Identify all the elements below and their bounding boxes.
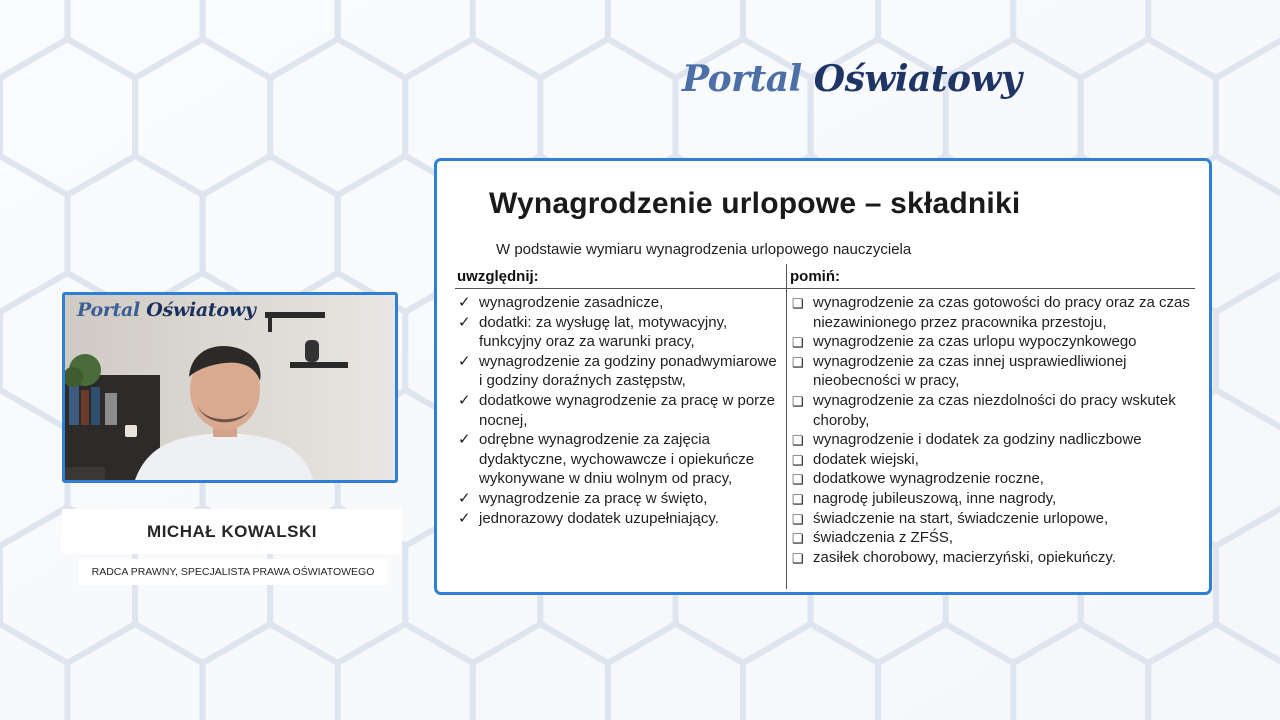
checkbox-icon: ❑ [792, 511, 804, 527]
checkbox-icon: ❑ [792, 393, 804, 409]
video-logo [77, 299, 256, 321]
exclude-item [792, 528, 1196, 548]
include-item-text: jednorazowy dodatek uzupełniający. [479, 509, 719, 527]
checkbox-icon: ❑ [792, 433, 804, 449]
exclude-item [792, 469, 1196, 489]
checkbox-icon: ❑ [792, 335, 804, 351]
include-item [458, 293, 780, 313]
exclude-item [792, 450, 1196, 470]
exclude-item-text: zasiłek chorobowy, macierzyński, opiekuńczy. [813, 548, 1116, 566]
include-item [458, 430, 780, 489]
slide-title: Wynagrodzenie urlopowe – składniki [489, 187, 1021, 220]
exclude-item-text: wynagrodzenie i dodatek za godziny nadliczbowe [813, 431, 1142, 449]
exclude-item [792, 332, 1196, 352]
exclude-item-text: świadczenia z ZFŚS, [813, 529, 954, 547]
exclude-item-text: wynagrodzenie za czas urlopu wypoczynkowego [813, 333, 1137, 351]
include-item-text: dodatki: za wysługę lat, motywacyjny, funkcyjny oraz za warunki pracy, [479, 313, 728, 351]
slide-subtitle: W podstawie wymiaru wynagrodzenia urlopowego nauczyciela [496, 241, 912, 258]
exclude-item [792, 293, 1196, 332]
include-item [458, 352, 780, 391]
check-icon: ✓ [458, 509, 471, 527]
check-icon: ✓ [458, 489, 471, 507]
logo-word-portal: Portal [682, 58, 802, 100]
speaker-role: RADCA PRAWNY, SPECJALISTA PRAWA OŚWIATOWEGO [79, 559, 387, 585]
include-item-text: wynagrodzenie zasadnicze, [479, 294, 664, 311]
wall-shelf [290, 362, 348, 368]
video-logo-word-portal: Portal [77, 299, 140, 321]
checkbox-icon: ❑ [792, 472, 804, 488]
video-logo-word-oswiatowy: Oświatowy [146, 299, 256, 321]
speaker-name: MICHAŁ KOWALSKI [62, 509, 402, 554]
logo-word-oswiatowy: Oświatowy [813, 58, 1022, 100]
exclude-item [792, 430, 1196, 450]
wall-shelf [265, 312, 325, 318]
column-divider [786, 264, 787, 589]
include-item-text: wynagrodzenie za godziny ponadwymiarowe i godziny doraźnych zastępstw, [479, 352, 777, 390]
checkbox-icon: ❑ [792, 354, 804, 370]
speaker-video [62, 292, 398, 483]
exclude-item [792, 509, 1196, 529]
exclude-item [792, 391, 1196, 430]
check-icon: ✓ [458, 391, 471, 409]
exclude-item-text: wynagrodzenie za czas innej usprawiedliwionej nieobecności w pracy, [813, 352, 1127, 390]
check-icon: ✓ [458, 294, 471, 311]
exclude-item-text: dodatek wiejski, [813, 450, 919, 468]
include-column-heading: uwzględnij: [457, 268, 539, 285]
exclude-item [792, 352, 1196, 391]
checkbox-icon: ❑ [792, 531, 804, 547]
check-icon: ✓ [458, 431, 471, 449]
exclude-column-heading: pomiń: [790, 268, 840, 285]
check-icon: ✓ [458, 352, 471, 370]
include-list [458, 293, 780, 528]
exclude-list [792, 293, 1196, 567]
checkbox-icon: ❑ [792, 491, 804, 507]
include-item [458, 391, 780, 430]
exclude-item-text: nagrodę jubileuszową, inne nagrody, [813, 489, 1057, 507]
exclude-item-text: świadczenie na start, świadczenie urlopowe, [813, 509, 1109, 527]
include-item [458, 489, 780, 509]
video-scene [65, 295, 398, 483]
portal-oswiatowy-logo [682, 58, 1021, 100]
include-item-text: odrębne wynagrodzenie za zajęcia dydaktyczne, wychowawcze i opiekuńcze wykonywane w dniu wolnym od pracy, [479, 431, 755, 488]
checkbox-icon: ❑ [792, 452, 804, 468]
exclude-item [792, 489, 1196, 509]
exclude-item-text: wynagrodzenie za czas gotowości do pracy oraz za czas niezawinionego przez pracownika przestoju, [813, 294, 1190, 331]
presentation-slide [434, 158, 1212, 595]
include-item [458, 509, 780, 529]
table-header-divider [455, 288, 1195, 289]
include-item-text: dodatkowe wynagrodzenie za pracę w porze nocnej, [479, 391, 776, 429]
exclude-item-text: wynagrodzenie za czas niezdolności do pracy wskutek choroby, [813, 391, 1176, 429]
exclude-item [792, 548, 1196, 568]
check-icon: ✓ [458, 313, 471, 331]
checkbox-icon: ❑ [792, 550, 804, 566]
include-item-text: wynagrodzenie za pracę w święto, [479, 489, 708, 507]
include-item [458, 313, 780, 352]
exclude-item-text: dodatkowe wynagrodzenie roczne, [813, 470, 1044, 488]
vase [305, 340, 319, 362]
checkbox-icon: ❑ [792, 296, 804, 311]
